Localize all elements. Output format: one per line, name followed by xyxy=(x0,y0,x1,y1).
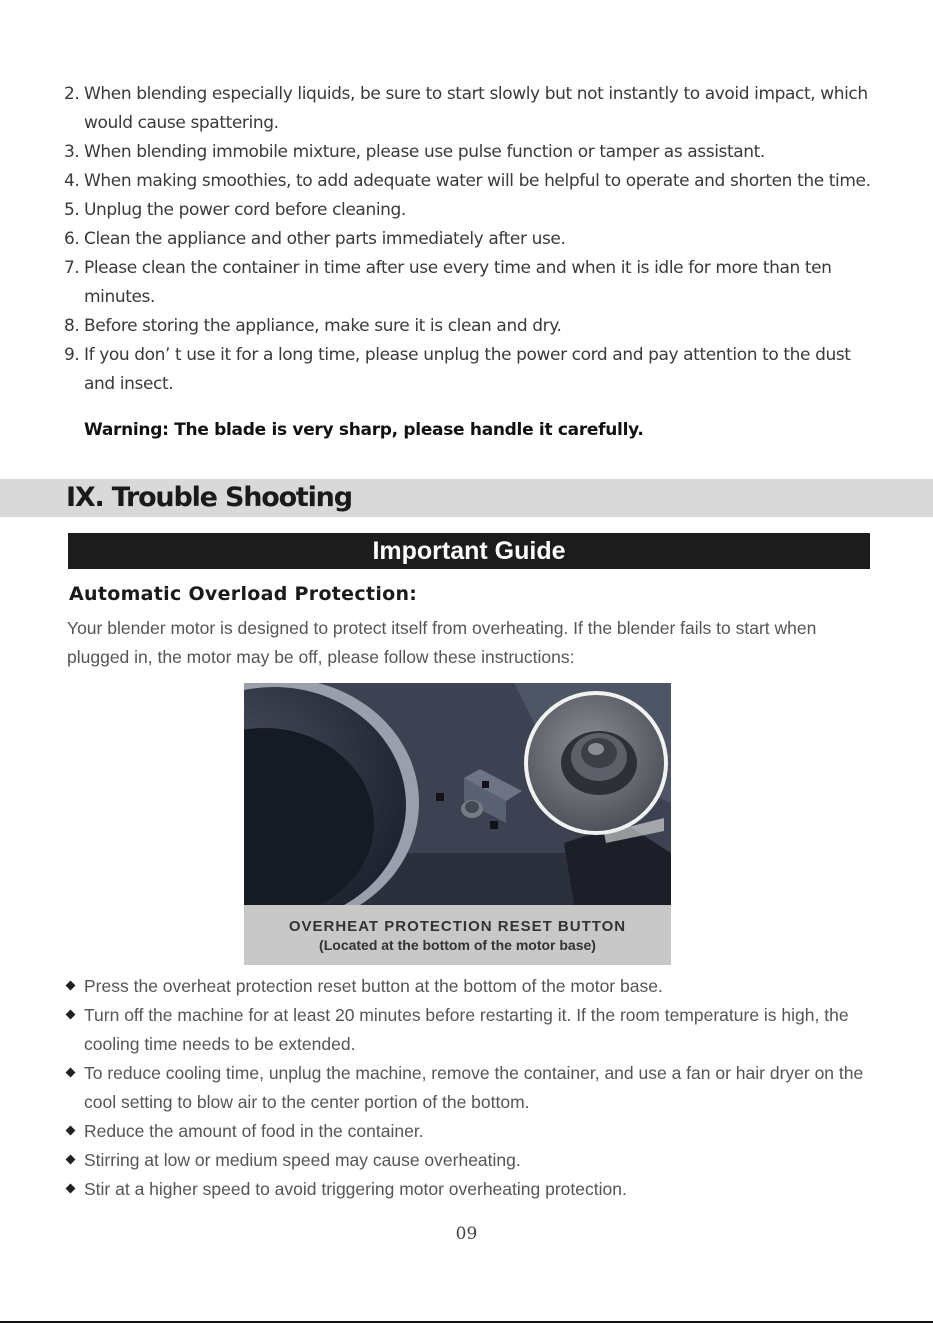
bullet-item xyxy=(66,972,886,1001)
list-item xyxy=(64,138,884,167)
item-text: When blending especially liquids, be sure to start slowly but not instantly to avoid impact, which would cause spattering. xyxy=(84,84,868,133)
item-number: 6. xyxy=(64,229,80,249)
list-item xyxy=(64,80,884,138)
figure-caption xyxy=(244,905,671,965)
item-number: 7. xyxy=(64,258,80,278)
diamond-bullet-icon xyxy=(66,981,76,991)
list-item xyxy=(64,196,884,225)
diamond-bullet-icon xyxy=(66,1155,76,1165)
bullet-text: Stir at a higher speed to avoid triggering motor overheating protection. xyxy=(84,1179,627,1199)
reset-button-figure xyxy=(244,683,671,965)
item-text: Please clean the container in time after use every time and when it is idle for more than ten minutes. xyxy=(84,258,832,307)
item-number: 9. xyxy=(64,345,80,365)
list-item xyxy=(64,225,884,254)
item-text: Unplug the power cord before cleaning. xyxy=(84,200,406,220)
care-instructions-list xyxy=(64,80,884,399)
caption-title: OVERHEAT PROTECTION RESET BUTTON xyxy=(288,918,627,935)
list-item xyxy=(64,341,884,399)
item-number: 3. xyxy=(64,142,80,162)
list-item xyxy=(64,254,884,312)
bullet-text: Press the overheat protection reset button at the bottom of the motor base. xyxy=(84,976,663,996)
diamond-bullet-icon xyxy=(66,1068,76,1078)
item-text: Before storing the appliance, make sure it is clean and dry. xyxy=(84,316,562,336)
bullet-item xyxy=(66,1117,886,1146)
list-item xyxy=(64,312,884,341)
bullet-text: Stirring at low or medium speed may cause overheating. xyxy=(84,1150,521,1170)
list-item xyxy=(64,167,884,196)
bullet-item xyxy=(66,1146,886,1175)
troubleshooting-steps xyxy=(66,972,886,1204)
intro-paragraph: Your blender motor is designed to protect itself from overheating. If the blender fails to start when plugged in, the motor may be off, please follow these instructions: xyxy=(67,618,817,667)
item-number: 2. xyxy=(64,84,80,104)
page-number: 09 xyxy=(455,1224,478,1244)
page-bottom-rule xyxy=(0,1321,933,1323)
motor-base-illustration xyxy=(244,683,671,905)
item-number: 8. xyxy=(64,316,80,336)
motor-base-photo xyxy=(244,683,671,905)
diamond-bullet-icon xyxy=(66,1126,76,1136)
bullet-text: To reduce cooling time, unplug the machine, remove the container, and use a fan or hair dryer on the cool setting to blow air to the center portion of the bottom. xyxy=(84,1063,864,1112)
item-text: Clean the appliance and other parts immediately after use. xyxy=(84,229,566,249)
bullet-text: Turn off the machine for at least 20 minutes before restarting it. If the room temperature is high, the cooling time needs to be extended. xyxy=(84,1005,849,1054)
diamond-bullet-icon xyxy=(66,1184,76,1194)
section-title: IX. Trouble Shooting xyxy=(66,482,352,513)
bullet-item xyxy=(66,1001,886,1059)
diamond-bullet-icon xyxy=(66,1010,76,1020)
bullet-item xyxy=(66,1175,886,1204)
bullet-item xyxy=(66,1059,886,1117)
important-guide-banner: Important Guide xyxy=(68,533,870,569)
item-text: If you don’ t use it for a long time, please unplug the power cord and pay attention to the dust and insect. xyxy=(84,345,851,394)
caption-subtitle: (Located at the bottom of the motor base) xyxy=(319,937,596,953)
item-text: When making smoothies, to add adequate water will be helpful to operate and shorten the time. xyxy=(84,171,871,191)
blade-warning: Warning: The blade is very sharp, please handle it carefully. xyxy=(84,420,644,440)
item-text: When blending immobile mixture, please use pulse function or tamper as assistant. xyxy=(84,142,765,162)
item-number: 5. xyxy=(64,200,80,220)
overload-protection-heading: Automatic Overload Protection: xyxy=(69,583,418,605)
item-number: 4. xyxy=(64,171,80,191)
bullet-text: Reduce the amount of food in the container. xyxy=(84,1121,424,1141)
